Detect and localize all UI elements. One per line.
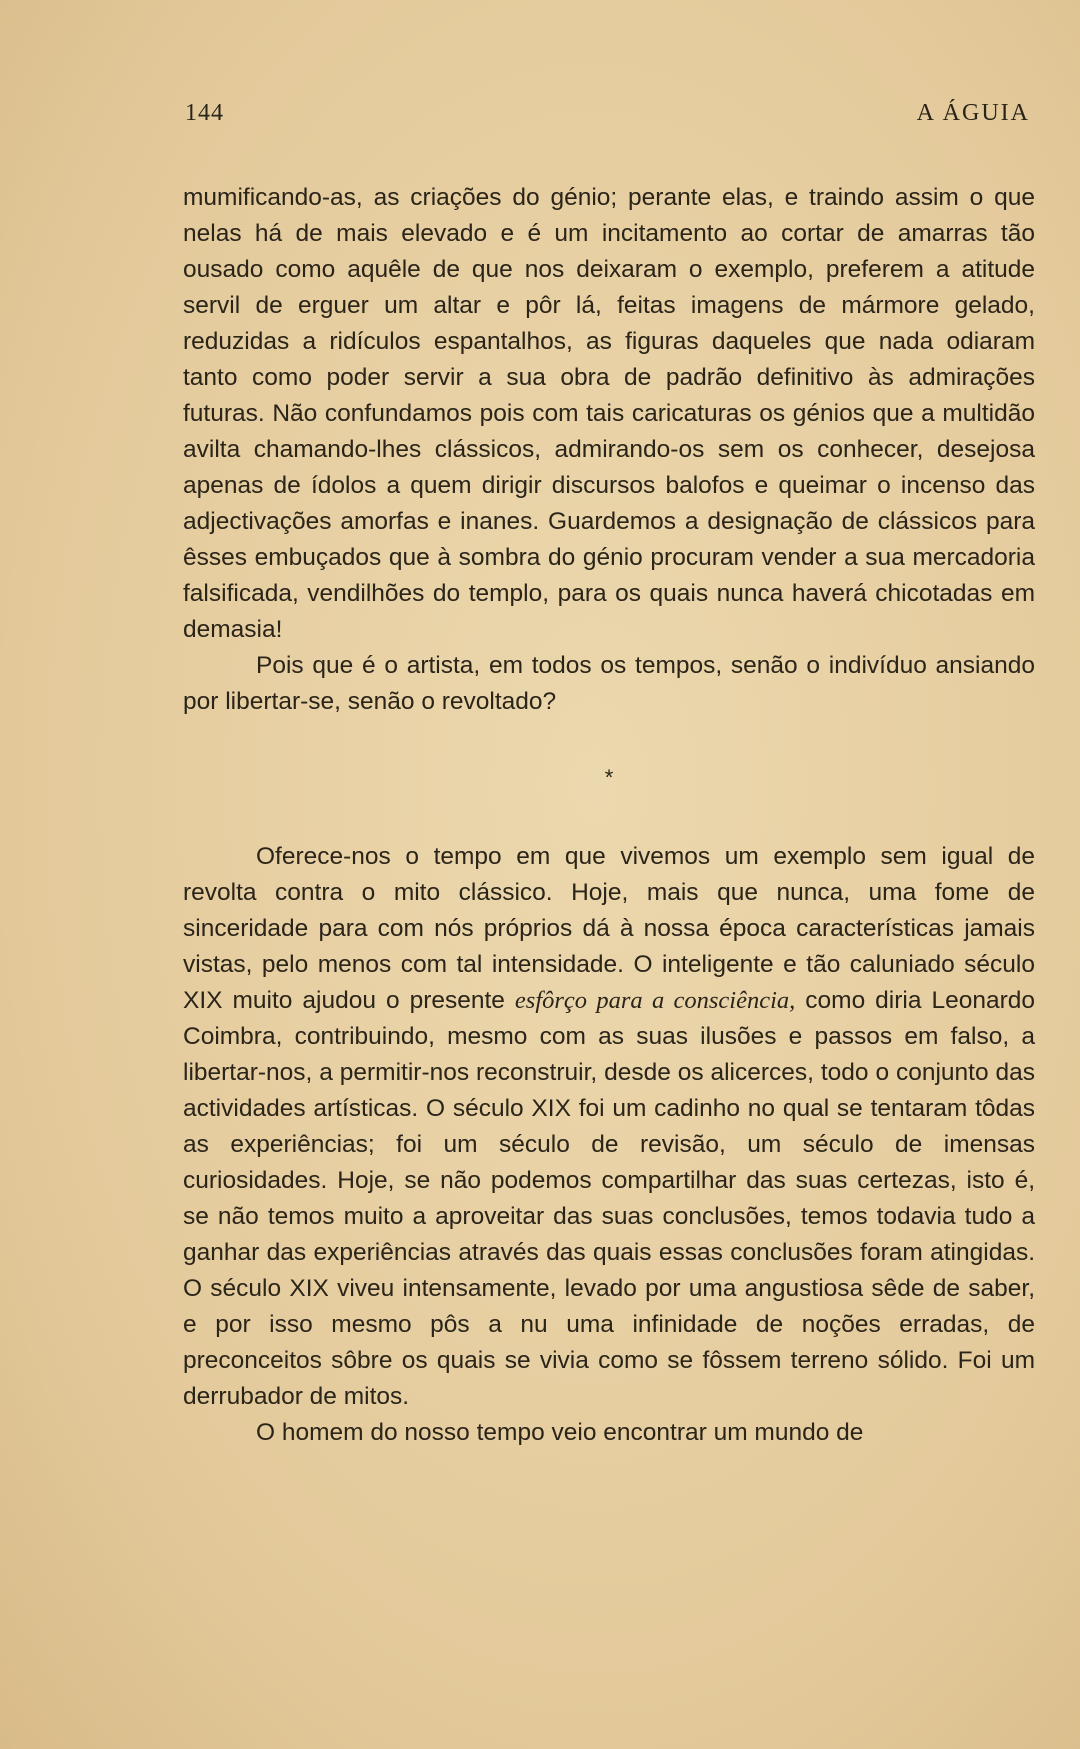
paragraph-2: Pois que é o artista, em todos os tempos, senão o indivíduo ansiando por libertar-se, senão o revoltado? — [183, 652, 1035, 715]
page-number: 144 — [185, 100, 224, 126]
running-title: A ÁGUIA — [916, 100, 1030, 126]
paragraph-3-italic: esfôrço para a consciência, — [514, 987, 796, 1014]
page-header — [185, 100, 1030, 134]
paragraph-3-text-b: como diria Leonardo Coimbra, contribuindo, mesmo com as suas ilusões e passos em falso, a libertar-nos, a permitir-nos reconstruir, desde os alicerces, todo o conjunto das actividades artísticas. O século XIX foi um cadinho no qual se tentaram tôdas as experiências; foi um século de revisão, um século de imensas curiosidades. Hoje, se não podemos compartilhar das suas certezas, isto é, se não temos muito a aproveitar das suas conclusões, temos todavia tudo a ganhar das experiências através das quais essas conclusões foram atingidas. O século XIX viveu intensamente, levado por uma angustiosa sêde de saber, e por isso mesmo pôs a nu uma infinidade de noções erradas, de preconceitos sôbre os quais se vivia como se fôssem terreno sólido. Foi um derrubador de mitos. — [183, 987, 1036, 1410]
paragraph-4: O homem do nosso tempo veio encontrar um mundo de — [256, 1419, 864, 1446]
paragraph-1: mumificando-as, as criações do génio; perante elas, e traindo assim o que nelas há de mais elevado e é um incitamento ao cortar de amarras tão ousado como aquêle de que nos deixaram o exemplo, preferem a atitude servil de erguer um altar e pôr lá, feitas imagens de mármore gelado, reduzidas a ridículos espantalhos, as figuras daqueles que nada odiaram tanto como poder servir a sua obra de padrão definitivo às admirações futuras. Não confundamos pois com tais caricaturas os génios que a multidão avilta chamando-lhes clássicos, admirando-os sem os conhecer, desejosa apenas de ídolos a quem dirigir discursos balofos e queimar o incenso das adjectivações amorfas e inanes. Guardemos a designação de clássicos para êsses embuçados que à sombra do génio procuram vender a sua mercadoria falsificada, vendilhões do templo, para os quais nunca haverá chicotadas em demasia! — [183, 184, 1035, 643]
paragraph-3-text-a: Oferece-nos o tempo em que vivemos um exemplo sem igual de revolta contra o mito clássico. Hoje, mais que nunca, uma fome de sinceridade para com nós próprios dá à nossa época características jamais vistas, pelo menos com tal intensidade. O inteligente e tão caluniado século XIX muito ajudou o presente — [183, 843, 1035, 1014]
body-text — [183, 180, 1035, 1451]
section-separator: * — [604, 765, 614, 790]
paragraph-3 — [183, 839, 1035, 1415]
